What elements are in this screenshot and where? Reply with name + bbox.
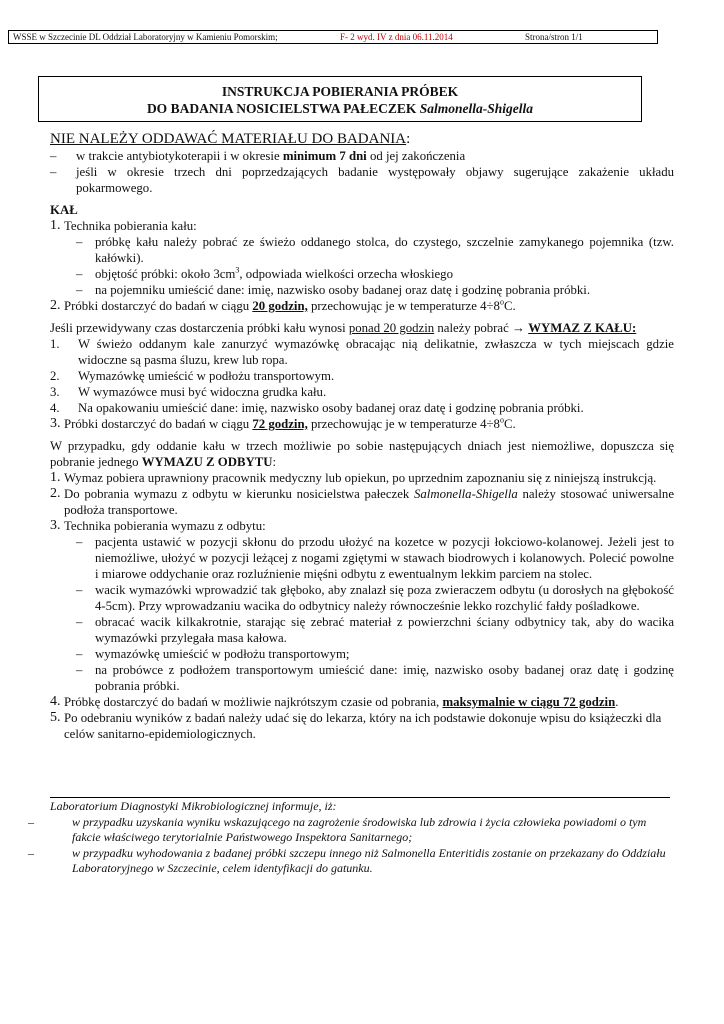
item-number: 2.: [50, 369, 60, 383]
organism-name: Salmonella-Shigella: [414, 487, 518, 501]
dash-bullet: –: [28, 845, 34, 860]
step-number: 3.: [50, 416, 61, 431]
item-text: wymazówkę umieścić w podłożu transportowym;: [95, 647, 350, 661]
dash-bullet: –: [50, 165, 57, 179]
header-form-id: F- 2 wyd. IV z dnia 06.11.2014: [340, 32, 453, 42]
footer-divider: [50, 797, 670, 798]
item-text: , odpowiada wielkości orzecha włoskiego: [239, 267, 453, 281]
step-text: Technika pobierania kału:: [64, 219, 197, 233]
list-item: [50, 662, 674, 694]
numbered-step: [50, 694, 674, 710]
heading-colon: :: [406, 131, 411, 147]
footer-item: [28, 814, 674, 846]
dash-bullet: –: [28, 814, 34, 829]
list-item: [50, 646, 674, 662]
footer-item: [28, 845, 674, 877]
intro-text: W przypadku, gdy oddanie kału w trzech możliwie po sobie następujących dniach jest niemożliwe, dopuszcza się pobranie jednego: [50, 439, 674, 469]
list-item: [50, 164, 674, 196]
item-number: 4.: [50, 401, 60, 415]
item-number: 3.: [50, 385, 60, 399]
superscript: 3: [235, 265, 240, 275]
dash-bullet: –: [76, 283, 83, 297]
degree-sign: o: [499, 415, 504, 425]
step-text: przechowując je w temperaturze 4÷8: [307, 417, 500, 431]
numbered-item: [50, 400, 674, 416]
step-text: Technika pobierania wymazu z odbytu:: [64, 519, 266, 533]
document-body: [50, 131, 674, 742]
step-text: Do pobrania wymazu z odbytu w kierunku nosicielstwa pałeczek: [64, 487, 414, 501]
footer-intro: Laboratorium Diagnostyki Mikrobiologicznej informuje, iż:: [50, 799, 337, 813]
document-header: [8, 30, 658, 44]
step-text: Próbkę dostarczyć do badań w możliwie najkrótszym czasie od pobrania,: [64, 695, 443, 709]
header-page-count: Strona/stron 1/1: [525, 32, 583, 42]
list-item: [50, 234, 674, 266]
intro-text: należy pobrać: [434, 321, 512, 335]
step-number: 3.: [50, 518, 61, 533]
item-text: na pojemniku umieścić dane: imię, nazwisko osoby badanej oraz datę i godzinę pobrania próbki.: [95, 283, 591, 297]
stool-heading-text: KAŁ: [50, 203, 78, 217]
step-text: Wymaz pobiera uprawniony pracownik medyczny lub opiekun, po uprzednim zapoznaniu się z niniejszą instrukcją.: [64, 471, 657, 485]
title-organism: Salmonella-Shigella: [419, 101, 534, 116]
title-box: [38, 76, 642, 122]
header-institution: WSSE w Szczecinie DL Oddział Laboratoryjny w Kamieniu Pomorskim;: [13, 32, 278, 42]
item-text: wacik wymazówki wprowadzić tak głęboko, aby znalazł się poza zwieraczem odbytu (u dorosłych na głębokość 4-5cm). Przy wprowadzaniu wacika do odbytnicy należy równocześnie lekko rozchylić fałdy pośladkowe.: [95, 583, 674, 613]
step-bold: 20 godzin,: [252, 299, 308, 313]
step-text: Po odebraniu wyników z badań należy udać się do lekarza, który na ich podstawie dokonuje wpisu do książeczki dla celów sanitarno-epidemiologicznych.: [64, 711, 662, 741]
list-item: [50, 148, 674, 164]
footer-notice: [28, 799, 674, 877]
rectal-intro: [50, 438, 674, 470]
step-bold: 72 godzin,: [252, 417, 308, 431]
footer-item-text: w przypadku wyhodowania z badanej próbki szczepu innego niż Salmonella Enteritidis zostanie on przekazany do Oddziału Laboratoryjnego w Szczecinie, celem identyfikacji do gatunku.: [72, 845, 666, 875]
dash-bullet: –: [76, 663, 83, 677]
list-item: [50, 282, 674, 298]
numbered-step: [50, 470, 674, 486]
list-item: [50, 534, 674, 582]
numbered-step: [50, 710, 674, 742]
numbered-item: [50, 384, 674, 400]
intro-underline: ponad 20 godzin: [348, 321, 435, 335]
item-text: na probówce z podłożem transportowym umieścić dane: imię, nazwisko osoby badanej oraz datę i godzinę pobrania próbki.: [95, 663, 674, 693]
stool-heading: [50, 202, 674, 218]
step-number: 1.: [50, 218, 61, 233]
dash-bullet: –: [76, 535, 83, 549]
item-text: jeśli w okresie trzech dni poprzedzających badanie występowały objawy sugerujące zakażenie układu pokarmowego.: [76, 165, 674, 195]
item-text: W świeżo oddanym kale zanurzyć wymazówkę obracając nią delikatnie, zwłaszcza w tych miejscach gdzie widoczne są pasma śluzu, krew lub ropa.: [78, 337, 674, 367]
list-item: [50, 266, 674, 282]
numbered-step: [50, 416, 674, 432]
numbered-step: [50, 218, 674, 234]
numbered-step: [50, 518, 674, 534]
item-text: Na opakowaniu umieścić dane: imię, nazwisko osoby badanej oraz datę i godzinę pobrania próbki.: [78, 401, 584, 415]
step-text: przechowując je w temperaturze 4÷8: [307, 299, 500, 313]
dash-bullet: –: [76, 583, 83, 597]
dash-bullet: –: [76, 615, 83, 629]
arrow-right-icon: →: [511, 320, 525, 335]
step-number: 2.: [50, 486, 61, 501]
step-number: 1.: [50, 470, 61, 485]
step-bold: maksymalnie w ciągu 72 godzin: [442, 695, 616, 709]
item-text: objętość próbki: około 3cm: [95, 267, 236, 281]
numbered-item: [50, 368, 674, 384]
item-bold: minimum 7 dni: [282, 149, 367, 163]
not-submit-heading: [50, 131, 674, 148]
numbered-item: [50, 336, 674, 368]
list-item: [50, 614, 674, 646]
step-text: Próbki dostarczyć do badań w ciągu: [64, 417, 253, 431]
intro-bold: WYMAZ Z KAŁU:: [528, 321, 637, 335]
dash-bullet: –: [76, 267, 83, 281]
item-text: w trakcie antybiotykoterapii i w okresie: [76, 149, 283, 163]
step-text: C.: [503, 417, 516, 431]
dash-bullet: –: [50, 149, 57, 163]
footer-item-text: w przypadku uzyskania wyniku wskazującego na zagrożenie środowiska lub zdrowia i życia człowieka powiadomi o tym fakcie właściwego terytorialnie Państwowego Inspektora Sanitarnego;: [72, 814, 647, 844]
not-submit-heading-text: NIE NALEŻY ODDAWAĆ MATERIAŁU DO BADANIA: [50, 131, 407, 147]
intro-text: Jeśli przewidywany czas dostarczenia próbki kału wynosi: [50, 321, 349, 335]
numbered-step: [50, 486, 674, 518]
step-text: Próbki dostarczyć do badań w ciągu: [64, 299, 253, 313]
swab-feces-intro: [50, 320, 674, 336]
degree-sign: o: [499, 297, 504, 307]
item-text: próbkę kału należy pobrać ze świeżo oddanego stolca, do czystego, szczelnie zamykanego pojemnika (tzw. kałówki).: [95, 235, 674, 265]
intro-bold: WYMAZU Z ODBYTU: [141, 455, 273, 469]
step-number: 4.: [50, 694, 61, 709]
list-item: [50, 582, 674, 614]
title-line-2-text: DO BADANIA NOSICIELSTWA PAŁECZEK: [146, 101, 420, 116]
step-text: C.: [503, 299, 516, 313]
dash-bullet: –: [76, 235, 83, 249]
intro-text: :: [272, 455, 277, 469]
step-text: należy stosować uniwersalne podłoża transportowe.: [64, 487, 675, 517]
step-number: 5.: [50, 710, 61, 725]
title-line-1: INSTRUKCJA POBIERANIA PRÓBEK: [221, 84, 459, 99]
item-number: 1.: [50, 337, 60, 351]
item-text: pacjenta ustawić w pozycji skłonu do przodu ułożyć na kozetce w pozycji łokciowo-kolanowej. Jeżeli jest to niemożliwe, ułożyć w pozycji leżącej z nogami zgiętymi w stawach biodrowych i kolanowych. Polecić powolne i miarowe oddychanie oraz rozluźnienie mięśni odbytu z ewentualnym lekkim parciem na stolec.: [95, 535, 674, 581]
item-text: W wymazówce musi być widoczna grudka kału.: [78, 385, 327, 399]
item-text: obracać wacik kilkakrotnie, starając się zebrać materiał z powierzchni ściany odbytnicy tak, aby do wacika wymazówki przylegała masa kałowa.: [95, 615, 674, 645]
item-text: od jej zakończenia: [366, 149, 466, 163]
dash-bullet: –: [76, 647, 83, 661]
step-text: .: [615, 695, 619, 709]
item-text: Wymazówkę umieścić w podłożu transportowym.: [78, 369, 335, 383]
title-line-2: [39, 100, 641, 117]
step-number: 2.: [50, 298, 61, 313]
numbered-step: [50, 298, 674, 314]
